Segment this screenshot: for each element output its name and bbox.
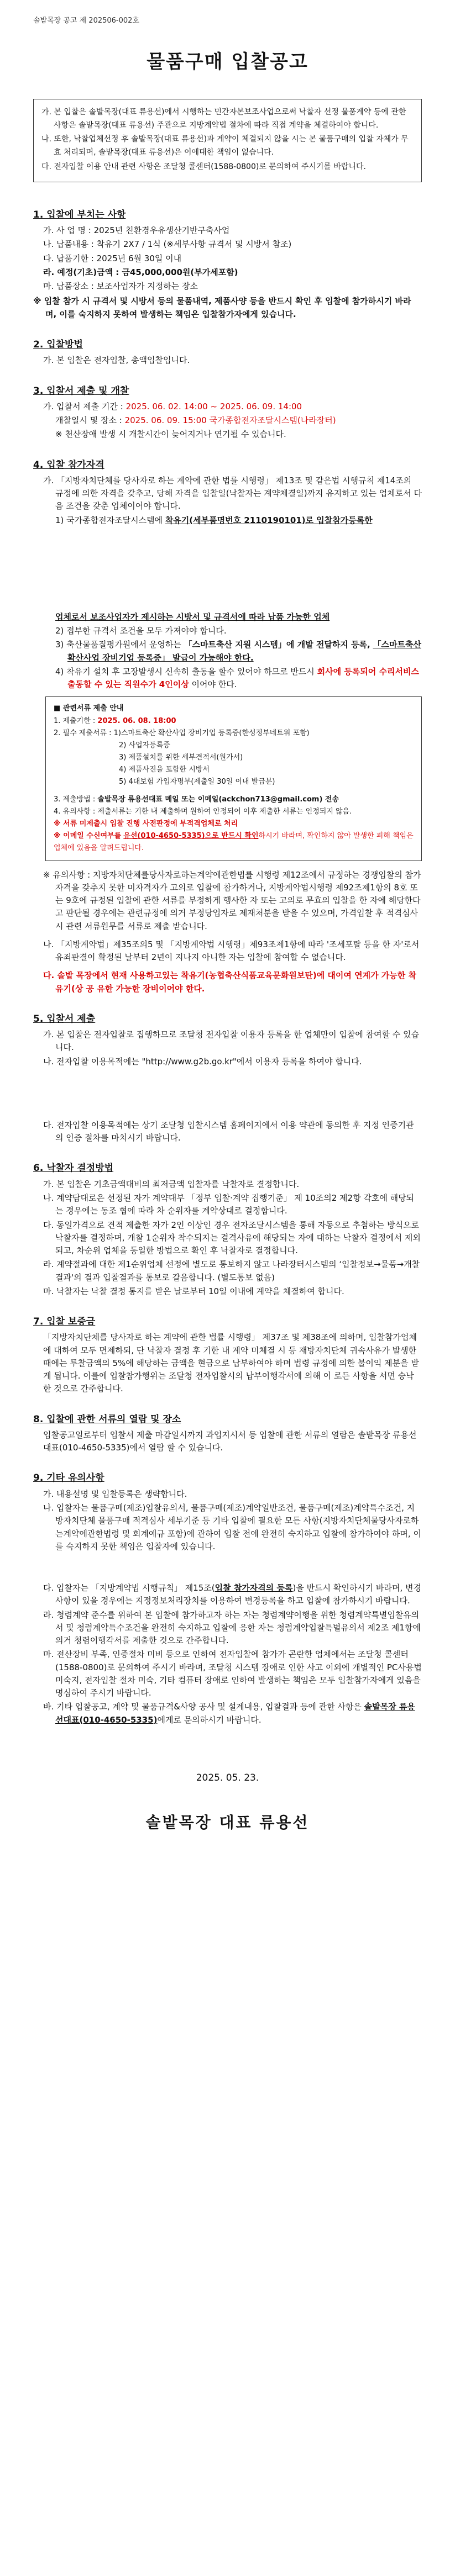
- qualification-1-text: 1) 국가종합전자조달시스템에: [55, 515, 163, 525]
- etc-c-2: 입찰 참가자격의 등록: [215, 1583, 293, 1593]
- submission-b: 나. 전자입찰 이용목적에는 "http://www.g2b.go.kr"에서 이용자 등록을 하여야 합니다.: [43, 1056, 362, 1067]
- etc-f-1: 바. 기타 입찰공고, 계약 및 물품규격&사양 공사 및 설계내용, 입찰결과 등에 관한 사항은: [43, 1702, 362, 1712]
- documents-required-4: 4) 제품사진을 포함한 시방서: [119, 765, 210, 774]
- qualification-3-text: 3) 축산물품질평가원에서 운영하는: [55, 640, 181, 650]
- submission-period-value: 2025. 06. 02. 14:00 ~ 2025. 06. 09. 14:00: [125, 401, 302, 411]
- opening-date-label: 개찰일시 및 장소 :: [55, 415, 122, 426]
- notice-box: [33, 99, 422, 182]
- award-a: 가. 본 입찰은 기초금액대비의 최저금액 입찰자를 낙찰자로 결정합니다.: [43, 1179, 300, 1189]
- etc-a: 가. 내용설명 및 입찰등록은 생략합니다.: [43, 1488, 187, 1499]
- section-3: [33, 384, 422, 441]
- etc-c: [43, 1582, 422, 1608]
- delivery-deadline: 다. 납품기한 : 2025년 6월 30일 이내: [43, 253, 182, 263]
- etc-c-3: )을 반드시 확인하시기 바라며, 변경사항이 있을 경우에는 지정정보처리장치를 이용하여 변경등록을 하고 입찰에 참가하시기 바랍니다.: [55, 1583, 422, 1606]
- qualification-c: 다. 솔밭 목장에서 현재 사용하고있는 착유기(농협축산식품교육문화원보탄)에 대이여 연계가 가능한 착유기(상 공 유한 가능한 장비이어야 한다.: [43, 970, 416, 994]
- award-b: 나. 계약담대로은 선정된 자가 계약대부 「정부 입찰·계약 집행기준」 제 10조의2 제2항 각호에 해당되는 경우에는 동조 협에 따라 차 순위자를 계약상대로 결정합니다.: [43, 1193, 415, 1216]
- etc-e: 마. 전산장비 부족, 인증절차 미비 등으로 인하여 전자입찰에 참가가 곤란한 업체에서는 조달청 콜센터(1588-0800)로 문의하여 주시기 바라며, 조달청 시스템 장애로 인한 사고 이외에 개별적인 PC사용법 미숙지, 전자입찰 절차 미숙, 기타 컴퓨터 장애로 인하여 발생하는 책임은 모두 입찰참가자에게 있음을 명심하여 주시기 바랍니다.: [43, 1649, 422, 1698]
- section-4: [33, 458, 422, 995]
- documents-deadline: [54, 715, 414, 727]
- opening-date-value: 2025. 06. 09. 15:00 국가종합전자조달시스템(나라장터): [124, 415, 336, 426]
- opening-date: [43, 414, 422, 427]
- etc-f-3: 에게로 문의하시기 바랍니다.: [157, 1714, 262, 1725]
- section-title: 3. 입찰서 제출 및 개찰: [33, 385, 129, 397]
- documents-required-2: 2) 사업자등록증: [119, 741, 170, 749]
- section-title: 2. 입찰방법: [33, 339, 83, 350]
- award-e: 마. 낙찰자는 낙찰 결정 통지를 받은 날로부터 10일 이내에 계약을 체결하여 합니다.: [43, 1286, 344, 1296]
- documents-box-title: ■ 관련서류 제출 안내: [54, 704, 124, 713]
- qualification-3: [43, 638, 422, 664]
- etc-d: 라. 청렴계약 준수를 위하여 본 입찰에 참가하고자 하는 자는 청렴계약이행을 위한 청렴계약특별입찰유의서 및 청렴계약특수조건을 완전히 숙지하고 입찰에 응한 자는 청렴계약입찰특별유의서 제2조 제1항에 의거 청렴이행각서를 제출한 것으로 간주합니다.: [43, 1609, 421, 1646]
- qualification-4-emphasis: 회사에 등록되어 수리서비스 출동할 수 있는 직원수가 4인이상: [67, 666, 419, 690]
- qualification-3-system: 「스마트축산 지원 시스템」에 개발 전달하지 등록,: [184, 640, 370, 650]
- documents-method: [54, 794, 414, 806]
- qualification-a: 가. 「지방자치단체를 당사자로 하는 계약에 관한 법률 시행령」 제13조 및 같은법 시행규칙 제14조의 규정에 의한 자격을 갖추고, 당해 자격을 입찰일(낙찰자는 계약체결일)까지 유지하고 있는 업체로서 다음 조건을 갖춘 업체이어야 합니다.: [43, 475, 422, 511]
- bid-method: 가. 본 입찰은 전자입찰, 총액입찰입니다.: [43, 355, 190, 366]
- etc-b: 나. 입찰자는 물품구매(제조)입찰유의서, 물품구매(제조)계약일반조건, 물품구매(제조)계약특수조건, 지방자치단체 물품구매 적격심사 세부기준 등 기타 입찰에 필요한 모든 사항(지방자치단체물당사자로하는계약에관한법령 및 회계예규 포함)에 관하여 입찰 전에 완전히 숙지하고 입찰에 참가하여야 하며, 이를 숙지하지 못한 책임은 입찰자에 있습니다.: [43, 1503, 421, 1551]
- delivery-content: 나. 납품내용 : 착유기 2X7 / 1식 (※세부사항 규격서 및 시방서 참조): [43, 239, 292, 250]
- documents-deadline-value: 2025. 06. 08. 18:00: [97, 716, 176, 725]
- award-d: 라. 계약절과에 대한 제1순위업체 선정에 별도로 통보하지 않고 나라장터시스템의 ‘입찰정보→물품→개찰결과'의 결과 입찰결과를 통보로 갈음합니다. (별도통보 없음): [43, 1259, 420, 1282]
- documents-required-5: 5) 4대보험 가입자명부(제출일 30일 이내 발급분): [119, 778, 275, 786]
- submission-a: 가. 본 입찰은 전자입찰로 집행하므로 조달청 전자입찰 이용자 등록을 한 업체만이 입찰에 참여할 수 있습니다.: [43, 1030, 420, 1053]
- section-title: 5. 입찰서 제출: [33, 1013, 96, 1025]
- qualification-3-cert: 「스마트축산 확산사업 장비기업 등록증」 발급이 가능해야 한다.: [67, 640, 421, 663]
- documents-warning-2-c: 하시기 바라며, 확인하지 않아 발생한 피해 책임은 업체에 있음을 알려드립니다.: [54, 832, 414, 853]
- qualification-1: [43, 514, 422, 527]
- documents-box: [45, 696, 422, 861]
- documents-warning-2-a: ※ 이메일 수신여부를: [54, 832, 122, 841]
- notice-item: 나. 또한, 낙찰업체선정 후 솔밭목장(대표 류용선)과 계약이 체결되지 않을 시는 본 물품구매의 입찰 자체가 무효 처리되며, 솔밭목장(대표 류용선)은 이에대한 책임이 없습니다.: [41, 135, 409, 157]
- section-5: [33, 1012, 422, 1145]
- documents-required-1: 2. 필수 제출서류 : 1)스마트축산 확산사업 장비기업 등록증(한성정부네트워 포함): [54, 729, 310, 737]
- signature: 솔밭목장 대표 류용선: [145, 1813, 310, 1832]
- qualification-4: [43, 666, 422, 691]
- etc-f: [43, 1701, 422, 1727]
- qualification-1-emphasis: 착유기(세부품명번호 2110190101)로 입찰참가등록한: [165, 515, 373, 525]
- section-title: 1. 입찰에 부치는 사항: [33, 209, 126, 220]
- documents-warning-1: ※ 서류 미제출시 입찰 진행 사전판정에 부적격업체로 처리: [54, 820, 238, 828]
- etc-c-1: 다. 입찰자는 「지방계약법 시행규칙」 제15조(: [43, 1583, 215, 1593]
- documents-method-label: 3. 제출방법 :: [54, 795, 96, 804]
- deposit-text: 「지방자치단체를 당사자로 하는 계약에 관한 법률 시행령」 제37조 및 제38조에 의하며, 입찰참가업체에 대하여 모두 면제하되, 단 낙찰자 결정 후 기한 내 계약 미체결 시 등 재방자치단체 귀속사유가 발생한 때에는 투찰금액의 5%에 해당하는 금액을 현금으로 납부하여야 하며 법령 규정에 의한 불이익 제분을 받게 됩니다. 이를에 입찰참가행위는 조달청 전자입찰시의 납부이행각서에 의해 이 로든 사항을 서면 승낙한 것으로 간주합니다.: [43, 1332, 419, 1394]
- notice-number: 솔밭목장 공고 제 202506-002호: [33, 17, 139, 25]
- section-1-note: ※ 입찰 참가 시 규격서 및 시방서 등의 물품내역, 제품사양 등을 반드시 확인 후 입찰에 참가하시기 바라며, 이를 숙지하지 못하여 발생하는 책임은 입찰참가자에게 있습니다.: [33, 296, 411, 319]
- notice-item: 가. 본 입찰은 솔밭목장(대표 류용선)에서 시행하는 민간자본보조사업으로써 낙찰자 선정 물품계약 등에 관한 사항은 솔밭목장(대표 류용선) 주관으로 지방계약법 절차에 따라 직접 계약을 체결하여야 합니다.: [41, 107, 406, 130]
- base-price: 라. 예정(기초)금액 : 금45,000,000원(부가세포함): [43, 267, 238, 277]
- delivery-place: 마. 납품장소 : 보조사업자가 지정하는 장소: [43, 281, 198, 292]
- project-name: 가. 사 업 명 : 2025년 친환경우유생산기반구축사업: [43, 225, 230, 236]
- section-title: 4. 입찰 참가자격: [33, 459, 104, 471]
- inspection-text: 입찰공고일로부터 입찰서 제출 마감일시까지 과업지시서 등 입찰에 관한 서류의 열람은 솔밭목장 류용선 대표(010-4650-5335)에서 열람 할 수 있습니다.: [43, 1429, 417, 1453]
- documents-deadline-label: 1. 제출기한 :: [54, 716, 96, 725]
- etc-f-2: 솔밭목장 류용선대표(010-4650-5335): [55, 1702, 415, 1725]
- notice-item: 다. 전자입찰 이용 안내 관련 사항은 조달청 콜센터(1588-0800)로 문의하여 주시기를 바랍니다.: [41, 162, 366, 172]
- section-title: 8. 입찰에 관한 서류의 열람 및 장소: [33, 1413, 181, 1425]
- section-2: [33, 337, 422, 367]
- documents-method-value: 솔밭목장 류용선대표 메일 또는 이메일(ackchon713@gmail.com) 전송: [97, 795, 339, 804]
- section-title: 9. 기타 유의사항: [33, 1472, 104, 1484]
- submission-period: [43, 400, 422, 413]
- qualification-b: 나. 「지방계약법」제35조의5 및 「지방계약법 시행령」제93조제1항에 따라 '조세포탈 등을 한 자'로서 유죄판결이 확정된 날부터 2년이 지나지 아니한 자는 입찰에 참여할 수 없습니다.: [43, 939, 420, 963]
- section-title: 7. 입찰 보증금: [33, 1316, 96, 1327]
- section-6: [33, 1161, 422, 1298]
- qualification-4-text: 4) 착유기 설치 후 고장발생시 신속히 출동을 할수 있어야 하므로 반드시: [55, 666, 315, 677]
- section-8: [33, 1412, 422, 1455]
- qualification-1-cont: 업체로서 보조사업자가 제시하는 시방서 및 규격서에 따라 납품 가능한 업체: [55, 611, 330, 622]
- qualification-4-end: 이어야 한다.: [191, 679, 237, 690]
- submission-period-label: 가. 입찰서 제출 기간 :: [43, 401, 123, 411]
- section-title: 6. 낙찰자 결정방법: [33, 1163, 114, 1174]
- section-7: [33, 1315, 422, 1396]
- notice-date: 2025. 05. 23.: [196, 1772, 259, 1783]
- documents-caution: 4. 유의사항 : 제출서류는 기한 내 제출하며 원하여 안정되어 이후 제출한 서류는 인정되지 않음.: [54, 807, 352, 816]
- section-9: [33, 1471, 422, 1726]
- section-1: [33, 208, 422, 321]
- section-3-note: ※ 천산장애 발생 시 개찰시간이 늦어지거나 연기될 수 있습니다.: [55, 429, 286, 440]
- submission-c: 다. 전자입찰 이용목적에는 상기 조달청 입찰시스템 홈페이지에서 이용 약관에 동의한 후 지정 인증기관의 인증 절차를 마치시기 바랍니다.: [43, 1120, 414, 1143]
- qualification-2: 2) 접부한 규격서 조건을 모두 가져야야 합니다.: [55, 626, 227, 636]
- documents-required-3: 3) 제품설치를 위한 세부견적서(원가서): [119, 753, 243, 762]
- caution-note: ※ 유의사항 : 지방자치단체를당사자로하는계약에관한법률 시행령 제12조에서 규정하는 경쟁입찰의 참가자격을 갖추지 못한 미자격자가 고의로 입찰에 참가하거나, 지방계약법시행령 제92조제1항의 8호 또는 9호에 규정된 입찰에 관한 서류를 부정하게 행사한 자 또는 고의로 무효의 입찰을 한 자에 해당한다고 판단될 경우에는 관련규정에 의거 부정당업자로 제재처분을 받을 수 있으며, 가격입찰 후 적격심사시 관련 서류원무를 서류로 제출 받습니다.: [43, 869, 421, 931]
- documents-warning-2-b: 유선(010-4650-5335)으로 반드시 확인: [123, 832, 259, 841]
- page-title: 물품구매 입찰공고: [147, 51, 308, 73]
- documents-warning-2: [54, 830, 414, 854]
- award-c: 다. 동일가격으로 견적 제출한 자가 2인 이상인 경우 전자조달시스템을 통해 자동으로 추첨하는 방식으로 낙찰자를 결정하며, 개찰 1순위자 착수되지는 결격사유에 해당되는 자에 대하는 낙찰자 결정에서 제외되고, 차순위 업체을 동일한 방법으로 확인 후 낙찰자로 결정합니다.: [43, 1220, 421, 1255]
